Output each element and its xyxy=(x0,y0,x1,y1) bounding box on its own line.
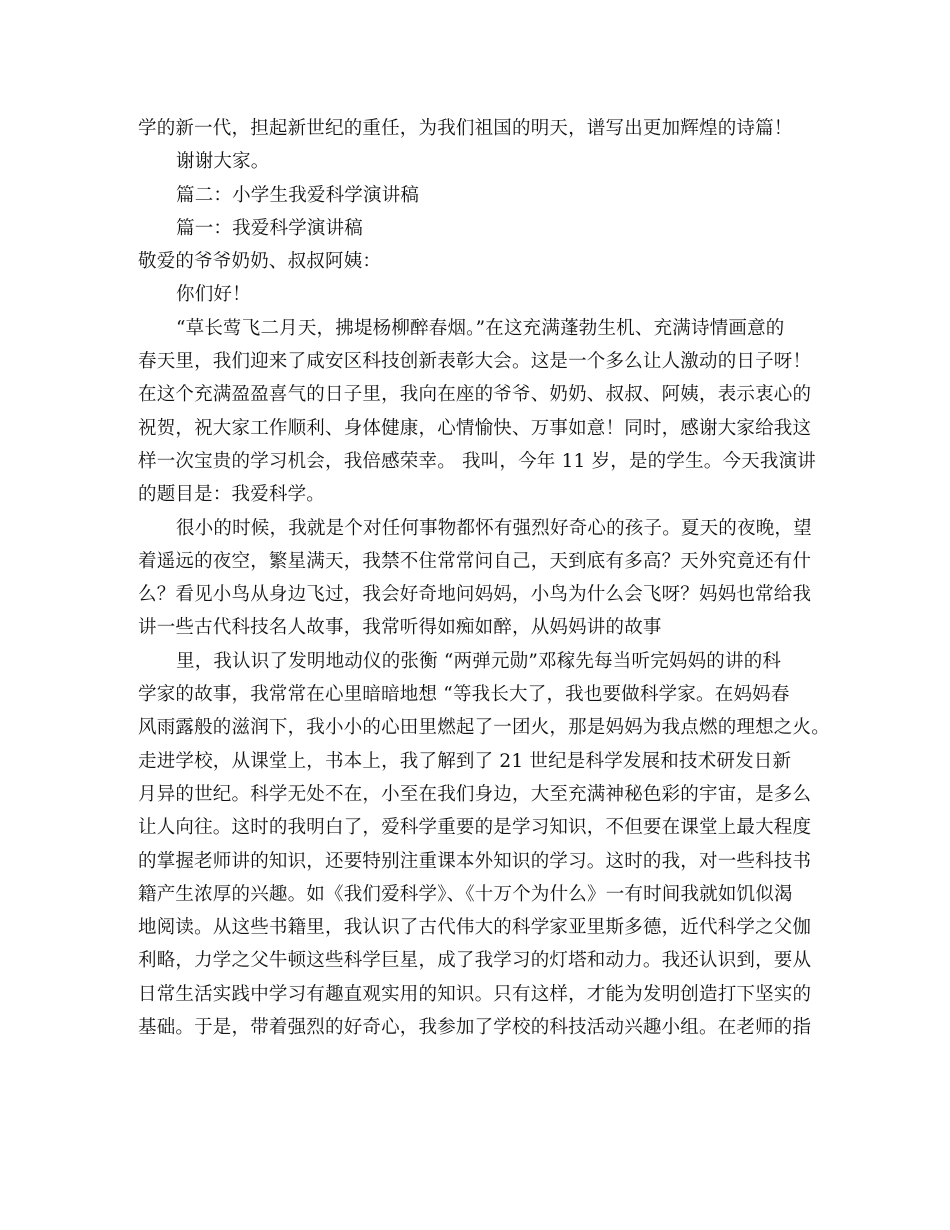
text-line: 的题目是：我爱科学。 xyxy=(138,484,326,506)
text-line: 地阅读。从这些书籍里，我认识了古代伟大的科学家亚里斯多德，近代科学之父伽 xyxy=(138,917,812,939)
text-line: 学家的故事，我常常在心里暗暗地想 “等我长大了，我也要做科学家。在妈妈春 xyxy=(138,684,790,706)
text-line: 春天里，我们迎来了咸安区科技创新表彰大会。这是一个多么让人激动的日子呀！ xyxy=(138,351,812,373)
text-line: 祝贺，祝大家工作顺利、身体健康，心情愉快、万事如意！同时，感谢大家给我这 xyxy=(138,417,812,439)
text-line: 在这个充满盈盈喜气的日子里，我向在座的爷爷、奶奶、叔叔、阿姨，表示衷心的 xyxy=(138,384,812,406)
text-line: 讲一些古代科技名人故事，我常听得如痴如醉，从妈妈讲的故事 xyxy=(138,617,662,639)
text-line: 样一次宝贵的学习机会，我倍感荣幸。 我叫，今年 11 岁，是的学生。今天我演讲 xyxy=(138,450,816,472)
text-line: 敬爱的爷爷奶奶、叔叔阿姨： xyxy=(138,251,382,273)
text-line: 很小的时候，我就是个对任何事物都怀有强烈好奇心的孩子。夏天的夜晚，望 xyxy=(176,517,812,539)
text-line: 里，我认识了发明地动仪的张衡 “两弹元勋”邓稼先每当听完妈妈的讲的科 xyxy=(176,650,782,672)
text-line: 月异的世纪。科学无处不在，小至在我们身边，大至充满神秘色彩的宇宙，是多么 xyxy=(138,783,812,805)
text-line: 篇一：我爱科学演讲稿 xyxy=(176,217,364,239)
text-line: 让人向往。这时的我明白了，爱科学重要的是学习知识，不但要在课堂上最大程度 xyxy=(138,817,812,839)
text-line: 学的新一代，担起新世纪的重任，为我们祖国的明天，谱写出更加辉煌的诗篇！ xyxy=(138,118,793,139)
text-line: 你们好！ xyxy=(176,284,251,306)
text-line: 籍产生浓厚的兴趣。如《我们爱科学》、《十万个为什么》一有时间我就如饥似渴 xyxy=(138,883,793,905)
text-line: 谢谢大家。 xyxy=(176,151,270,173)
text-line: 利略，力学之父牛顿这些科学巨星，成了我学习的灯塔和动力。我还认识到，要从 xyxy=(138,950,812,972)
text-line: “草长莺飞二月天，拂堤杨柳醉春烟。”在这充满蓬勃生机、充满诗情画意的 xyxy=(176,317,785,339)
text-line: 的掌握老师讲的知识，还要特别注重课本外知识的学习。这时的我，对一些科技书 xyxy=(138,850,812,872)
text-line: 么？看见小鸟从身边飞过，我会好奇地问妈妈，小鸟为什么会飞呀？妈妈也常给我 xyxy=(138,584,812,606)
text-line: 篇二：小学生我爱科学演讲稿 xyxy=(176,184,420,206)
text-line: 走进学校，从课堂上，书本上，我了解到了 21 世纪是科学发展和技术研发日新 xyxy=(138,750,792,772)
text-line: 风雨露般的滋润下，我小小的心田里燃起了一团火，那是妈妈为我点燃的理想之火。 xyxy=(138,717,830,739)
text-line: 基础。于是，带着强烈的好奇心，我参加了学校的科技活动兴趣小组。在老师的指 xyxy=(138,1017,812,1039)
text-line: 日常生活实践中学习有趣直观实用的知识。只有这样，才能为发明创造打下坚实的 xyxy=(138,983,812,1005)
text-line: 着遥远的夜空，繁星满天，我禁不住常常问自己，天到底有多高？天外究竟还有什 xyxy=(138,550,812,572)
document-body xyxy=(138,112,828,1044)
